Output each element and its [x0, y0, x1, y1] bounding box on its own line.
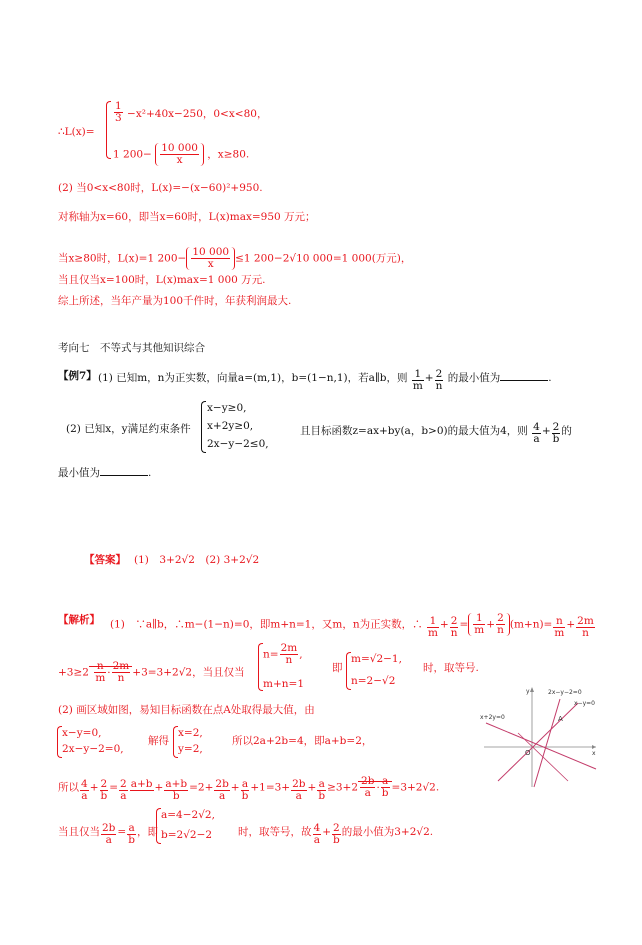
piece2: 1 200− $\frac{10 000}{x}$ ，x≥80. — [113, 142, 250, 166]
analysis-solve: 解得 — [148, 735, 169, 747]
x-axis-arrow-icon — [592, 745, 596, 749]
example-q2-mid: 且目标函数z=ax+by(a，b>0)的最大值为4，则 $\frac{4}{a}$ + $\frac{2}{b}$ 的 — [300, 421, 572, 445]
result-m: m=√2−1, — [351, 653, 402, 665]
analysis-ji: 即 — [332, 662, 343, 674]
region-graph — [478, 683, 602, 789]
piecewise-label: ∴L(x)= — [58, 126, 95, 138]
line-4: 当x≥80时，L(x)=1 200− $\frac{10 000}{x}$ ≤1 200−2√10 000=1 000(万元)， — [58, 246, 412, 270]
analysis-line-2: +3≥2 $\frac{n}{m}$ · $\frac{2m}{n}$ +3=3+2√2，当且仅当 — [58, 660, 245, 684]
solution-x: x=2, — [178, 727, 203, 739]
condition-2: m+n=1 — [263, 678, 304, 690]
x-label: x — [592, 750, 596, 757]
piece1: $\frac{1}{3}$ −x²+40x−250，0<x<80， — [115, 100, 268, 124]
objective-line — [518, 733, 568, 781]
line-6: 综上所述，当年产量为100千件时，年获利润最大. — [58, 295, 292, 307]
piecewise-brace — [106, 101, 111, 159]
example-q1: (1) 已知m，n为正实数，向量a=(m,1)，b=(1−n,1)，若a∥b，则 $\frac{1}{m}$ + $\frac{2}{n}$ 的最小值为 . — [98, 368, 552, 392]
answer-label: 【答案】 — [84, 554, 126, 566]
analysis-label: 【解析】 — [58, 614, 100, 626]
section-title: 考向七 不等式与其他知识综合 — [58, 342, 205, 354]
line-3: 对称轴为x=60，即当x=60时，L(x)max=950 万元； — [58, 211, 316, 223]
line-5: 当且仅当x=100时，L(x)max=1 000 万元. — [58, 274, 266, 286]
constraint-1: x−y≥0, — [207, 402, 247, 414]
example-q2-lead: (2) 已知x，y满足约束条件 — [66, 423, 191, 435]
y-label: y — [526, 688, 530, 695]
example-q2-tail: 最小值为 . — [58, 467, 152, 479]
y-axis-arrow-icon — [530, 687, 534, 692]
line-label-1: 2x−y−2=0 — [548, 689, 582, 696]
solution-y: y=2, — [178, 743, 203, 755]
analysis-line-6a: 当且仅当 $\frac{2b}{a}$ = $\frac{a}{b}$ ，即 — [58, 822, 158, 846]
result-n: n=2−√2 — [351, 675, 396, 687]
system-eq-1: x−y=0, — [62, 727, 102, 739]
answer-text: (1) 3+2√2 (2) 3+2√2 — [134, 554, 260, 566]
analysis-line-4: 所以2a+2b=4，即a+b=2， — [232, 735, 373, 747]
constraint-brace — [201, 401, 206, 453]
line-label-3: x+2y=0 — [480, 714, 505, 721]
system-eq-2: 2x−y−2=0, — [62, 743, 124, 755]
line-2: (2) 当0<x<80时，L(x)=−(x−60)²+950. — [58, 182, 263, 194]
final-a: a=4−2√2, — [161, 809, 215, 821]
constraint-2: x+2y≥0, — [207, 420, 254, 432]
example-label: 【例7】 — [58, 370, 97, 382]
analysis-line-1: (1) ∵a∥b，∴m−(1−n)=0，即m+n=1，又m，n为正实数，∴ $\frac{1}{m}$ + $\frac{2}{n}$ = $\frac{1}{m}$ + $\frac{2}{n}$ (m+n)= $\frac{n}{m}$ + $\frac{2m}{n}$ — [110, 612, 594, 639]
origin-label: O — [525, 749, 531, 757]
constraint-3: 2x−y−2≤0, — [207, 438, 269, 450]
point-a-label: A — [558, 715, 563, 723]
analysis-line-5: 所以 $\frac{4}{a}$ + $\frac{2}{b}$ = $\frac{2}{a}$ a+b + $\frac{a+b}{b}$ =2+ $\frac{2b}{a}$ + $\frac{a}{b}$ +1=3+ $\frac{2b}{a}$ + $\frac{a}{b}$ ≥3+2 $\frac{2b}{a}$ · $\frac{a}{b}$ =3+2√2. — [58, 775, 440, 802]
line-label-2: x−y=0 — [574, 700, 595, 707]
line-x-minus-y — [498, 703, 578, 781]
line-2x-minus-y-minus-2 — [534, 699, 560, 787]
condition-1: n= $\frac{2m}{n}$ , — [263, 642, 303, 666]
final-b: b=2√2−2 — [161, 829, 213, 841]
analysis-line-3: (2) 画区域如图，易知目标函数在点A处取得最大值，由 — [58, 704, 315, 716]
analysis-equal-note: 时，取等号. — [423, 662, 479, 674]
analysis-line-6b: 时，取等号，故 $\frac{4}{a}$ + $\frac{2}{b}$ 的最小值为3+2√2. — [238, 822, 434, 846]
